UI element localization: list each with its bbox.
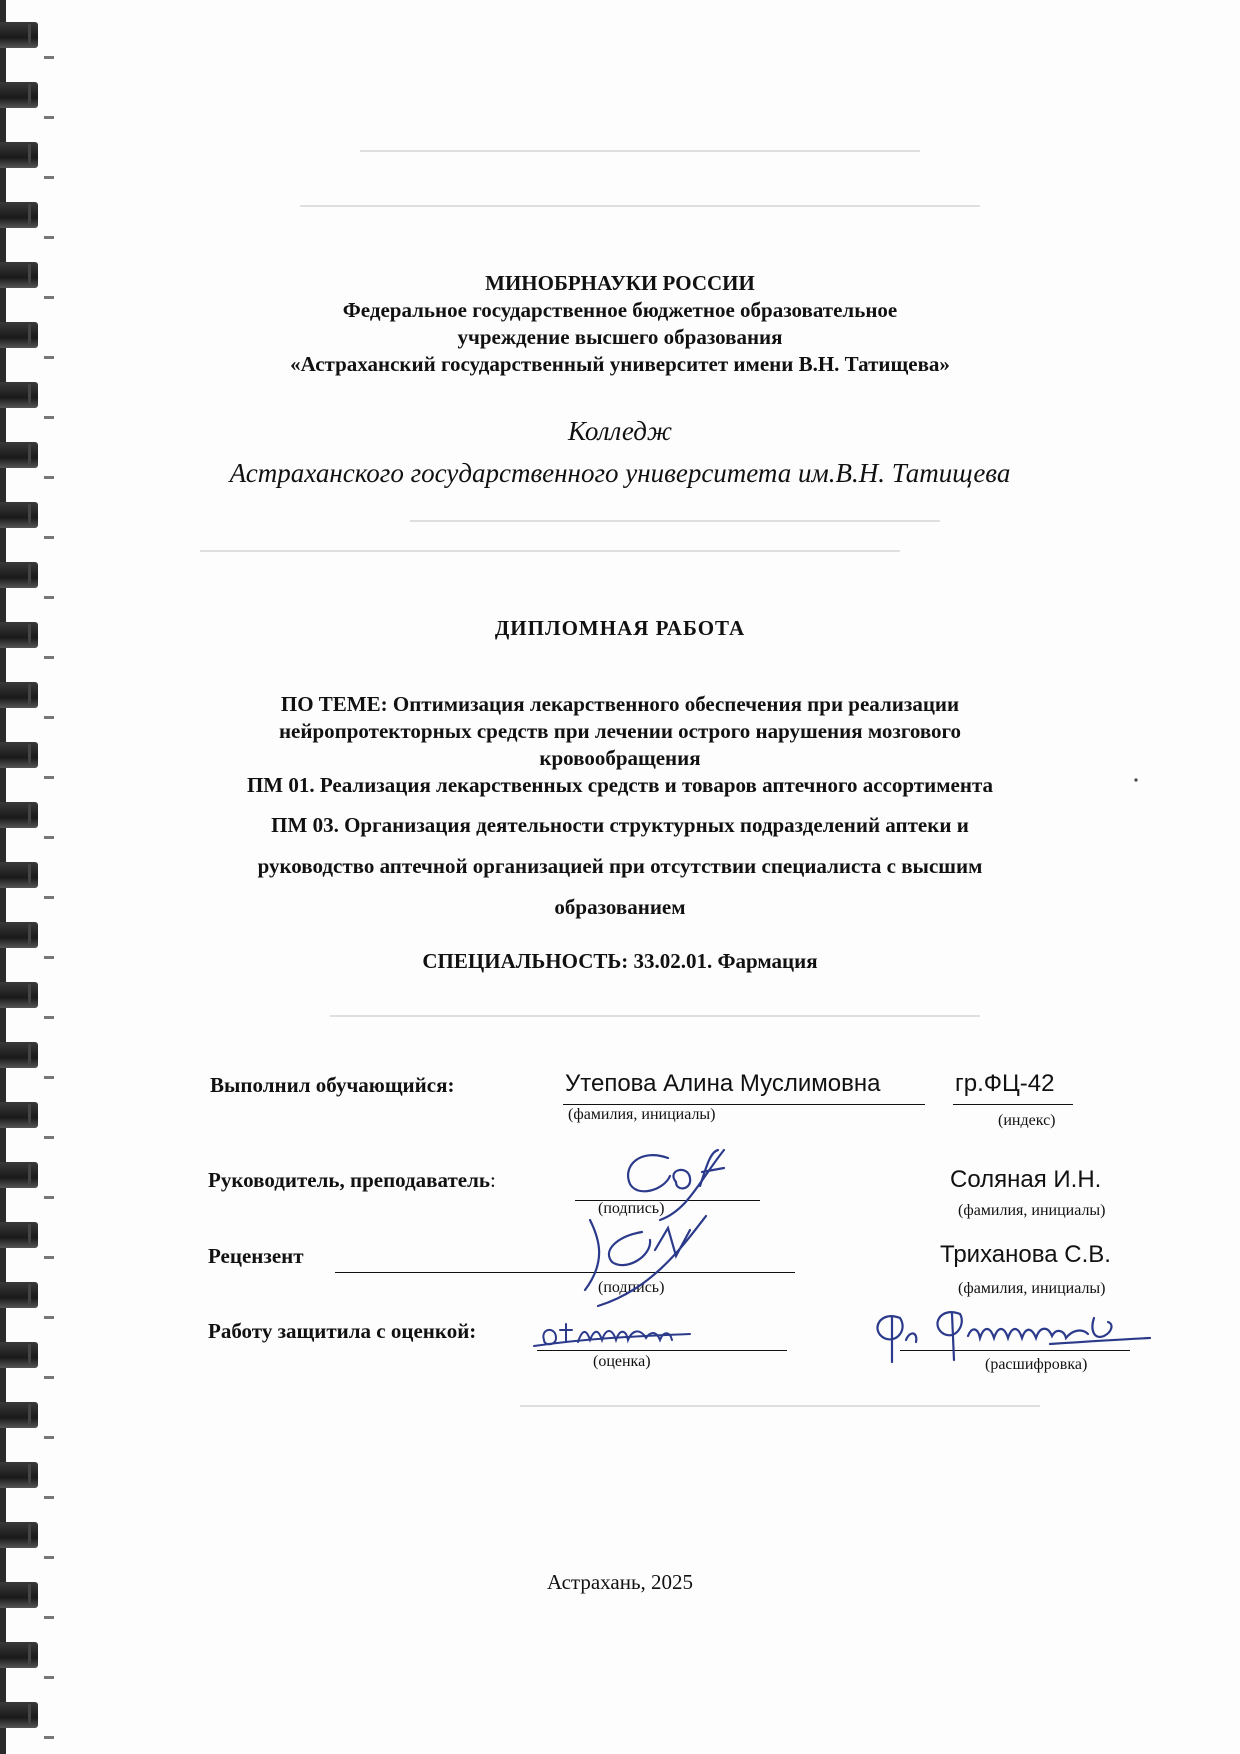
binding-ring — [0, 1222, 38, 1248]
student-name-caption: (фамилия, инициалы) — [568, 1106, 716, 1123]
pm03-line-3: образованием — [554, 895, 686, 919]
supervisor-label-text: Руководитель, преподаватель — [208, 1168, 491, 1192]
college-label: Колледж — [567, 416, 673, 446]
reviewer-name: Триханова С.В. — [940, 1241, 1111, 1268]
supervisor-colon: : — [490, 1168, 496, 1192]
theme-block — [0, 691, 1240, 799]
supervisor-name-caption: (фамилия, инициалы) — [958, 1202, 1106, 1219]
binding-ring — [0, 1102, 38, 1128]
college-university: Астраханского государственного университета им.В.Н. Татищева — [229, 458, 1011, 488]
binding-ring — [0, 1162, 38, 1188]
reviewer-sign-caption: (подпись) — [598, 1279, 665, 1296]
supervisor-sign-caption: (подпись) — [598, 1200, 665, 1217]
theme-line-1: ПО ТЕМЕ: Оптимизация лекарственного обеспечения при реализации — [280, 692, 960, 716]
college-block — [0, 414, 1240, 490]
binding-ring — [0, 562, 38, 588]
university-name: «Астраханский государственный университет имени В.Н. Татищева» — [290, 352, 950, 376]
supervisor-name: Соляная И.Н. — [950, 1166, 1102, 1193]
binding-ring — [0, 1342, 38, 1368]
theme-line-2: нейропротекторных средств при лечении острого нарушения мозгового — [278, 719, 962, 743]
decoding-caption: (расшифровка) — [985, 1356, 1088, 1373]
ministry-line: МИНОБРНАУКИ РОССИИ — [485, 271, 755, 295]
specialty-line: СПЕЦИАЛЬНОСТЬ: 33.02.01. Фармация — [422, 949, 818, 973]
grade-caption: (оценка) — [593, 1353, 651, 1370]
institution-header — [0, 270, 1240, 378]
pm03-line-1: ПМ 03. Организация деятельности структурных подразделений аптеки и — [271, 813, 969, 837]
pm03-block — [0, 812, 1240, 921]
binding-ring — [0, 202, 38, 228]
binding-ring — [0, 82, 38, 108]
binding-ring — [0, 922, 38, 948]
binding-ring — [0, 22, 38, 48]
binding-ring — [0, 382, 38, 408]
binding-ring — [0, 1402, 38, 1428]
grade-label: Работу защитила с оценкой: — [208, 1319, 477, 1343]
grade-handwriting — [534, 1324, 690, 1346]
binding-ring — [0, 1522, 38, 1548]
institution-type-line: Федеральное государственное бюджетное образовательное — [342, 298, 898, 322]
work-title: ДИПЛОМНАЯ РАБОТА — [494, 616, 746, 640]
binding-ring — [0, 1642, 38, 1668]
binding-ring — [0, 1702, 38, 1728]
binding-ring — [0, 142, 38, 168]
theme-line-3: кровообращения — [539, 746, 701, 770]
reviewer-label: Рецензент — [208, 1244, 304, 1268]
binding-ring — [0, 982, 38, 1008]
group-caption: (индекс) — [998, 1112, 1056, 1129]
student-name: Утепова Алина Муслимовна — [565, 1070, 881, 1097]
binding-ring — [0, 502, 38, 528]
supervisor-label — [208, 1168, 496, 1193]
reviewer-name-caption: (фамилия, инициалы) — [958, 1280, 1106, 1297]
group-index: гр.ФЦ-42 — [955, 1070, 1055, 1097]
institution-type-line-2: учреждение высшего образования — [457, 325, 783, 349]
decoding-handwriting — [877, 1312, 1150, 1362]
pm03-line-2: руководство аптечной организацией при отсутствии специалиста с высшим — [257, 854, 983, 878]
student-label: Выполнил обучающийся: — [210, 1073, 455, 1097]
pm01-line: ПМ 01. Реализация лекарственных средств и товаров аптечного ассортимента — [246, 773, 994, 797]
binding-ring — [0, 1042, 38, 1068]
binding-ring — [0, 1282, 38, 1308]
binding-ring — [0, 1462, 38, 1488]
city-year: Астрахань, 2025 — [546, 1570, 694, 1594]
